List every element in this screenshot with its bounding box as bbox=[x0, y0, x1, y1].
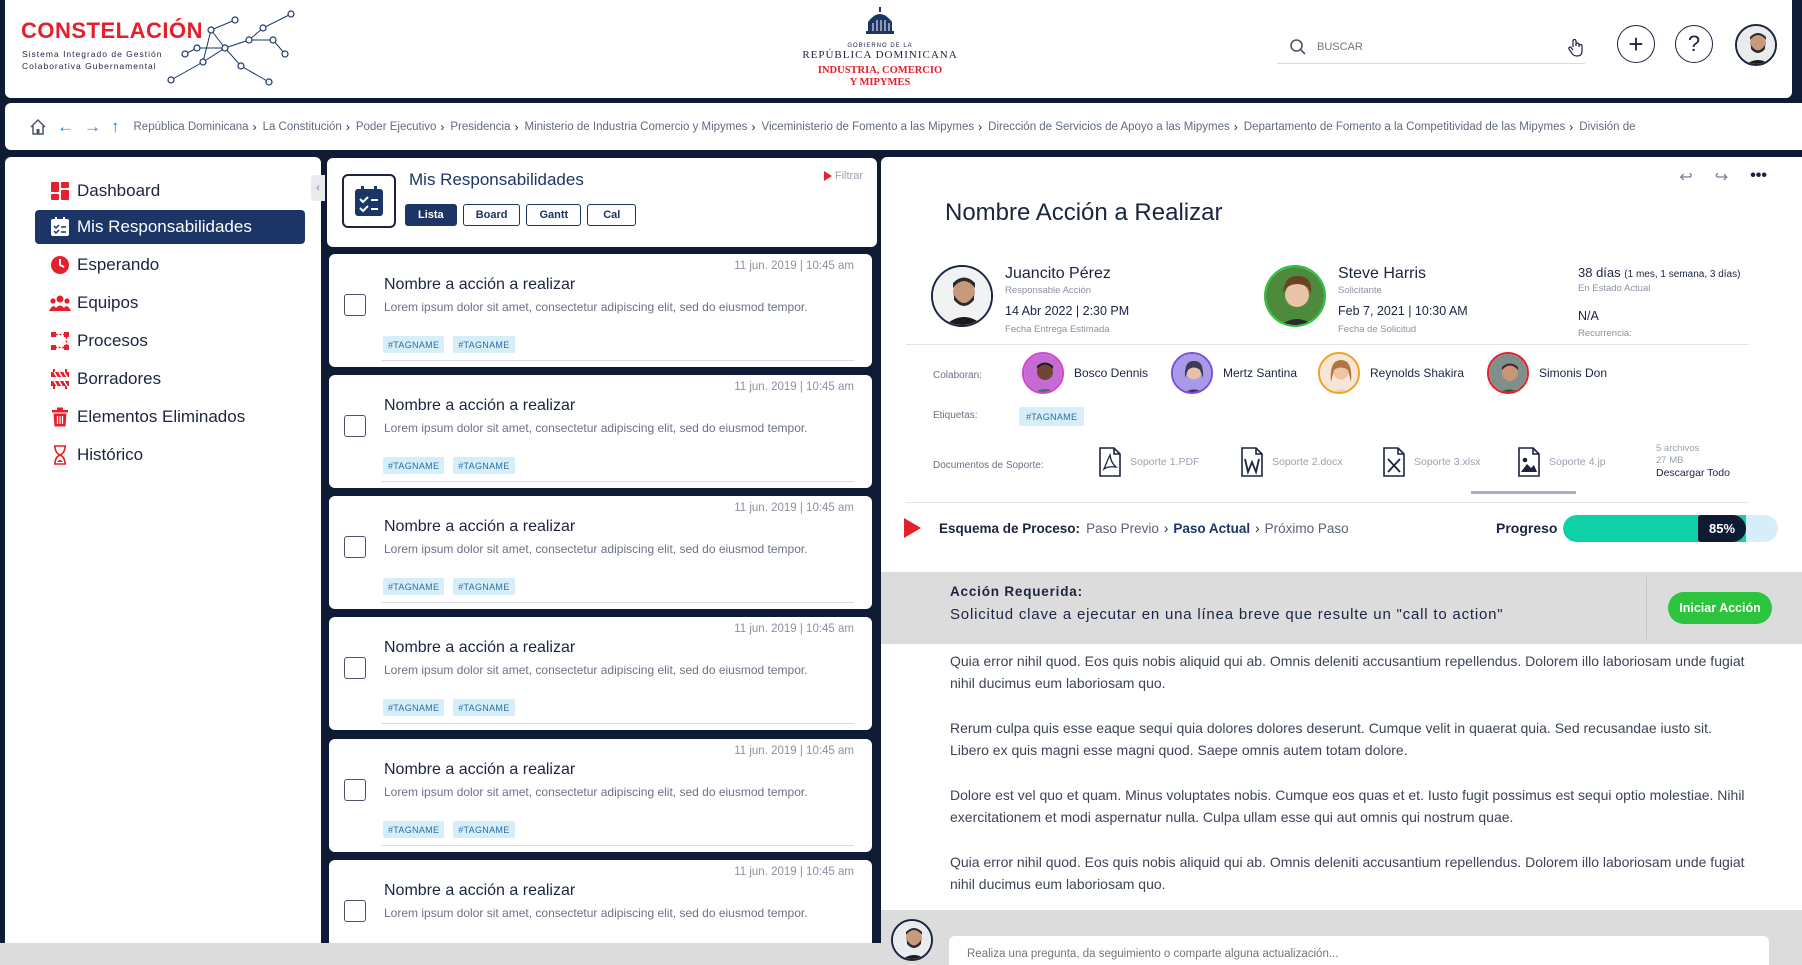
person-photo-icon bbox=[1489, 354, 1529, 394]
tag-chip[interactable]: #TAGNAME bbox=[383, 336, 444, 353]
detail-panel bbox=[881, 157, 1802, 965]
breadcrumb-item[interactable]: Dirección de Servicios de Apoyo a las Mipymes › bbox=[988, 119, 1238, 134]
divider bbox=[381, 481, 854, 482]
person-photo-icon bbox=[933, 267, 993, 327]
detail-actions bbox=[1679, 167, 1767, 187]
tag-chip[interactable]: #TAGNAME bbox=[383, 457, 444, 474]
team-icon bbox=[49, 292, 71, 314]
document-item[interactable]: Soporte 3.xlsx bbox=[1382, 447, 1481, 477]
search-icon bbox=[1289, 38, 1307, 56]
collaborator[interactable]: Mertz Santina bbox=[1171, 352, 1297, 394]
person-photo-icon bbox=[1320, 354, 1360, 394]
task-checkbox[interactable] bbox=[344, 294, 366, 316]
filter-triangle-icon bbox=[824, 171, 832, 181]
government-seal-icon bbox=[860, 6, 900, 36]
task-title: Nombre a acción a realizar bbox=[384, 276, 576, 293]
recurrence-value: N/A bbox=[1578, 309, 1599, 323]
tab-board[interactable]: Board bbox=[463, 204, 521, 226]
task-description: Lorem ipsum dolor sit amet, consectetur adipiscing elit, sed do eiusmod tempor. bbox=[384, 300, 808, 314]
days-detail: (1 mes, 1 semana, 3 días) bbox=[1624, 269, 1741, 280]
app-logo[interactable] bbox=[21, 6, 301, 92]
breadcrumb-item[interactable]: República Dominicana › bbox=[133, 119, 257, 134]
list-title: Mis Responsabilidades bbox=[409, 170, 584, 189]
list-item[interactable] bbox=[329, 375, 872, 488]
breadcrumb-item[interactable]: La Constitución › bbox=[262, 119, 350, 134]
task-title: Nombre a acción a realizar bbox=[384, 639, 576, 656]
documents-size: 27 MB bbox=[1656, 455, 1684, 466]
required-action-text: Solicitud clave a ejecutar en una línea breve que resulte un "call to action" bbox=[950, 606, 1504, 623]
requester-date-label: Fecha de Solicitud bbox=[1338, 324, 1417, 335]
divider bbox=[906, 344, 1749, 345]
task-title: Nombre a acción a realizar bbox=[384, 518, 576, 535]
task-timestamp: 11 jun. 2019 | 10:45 am bbox=[734, 381, 854, 393]
up-arrow-icon[interactable]: ↑ bbox=[111, 117, 120, 136]
checklist-icon bbox=[49, 216, 71, 238]
process-step-current[interactable]: Paso Actual bbox=[1173, 520, 1251, 536]
required-action-label: Acción Requerida: bbox=[950, 584, 1083, 599]
divider bbox=[381, 602, 854, 603]
reply-icon[interactable]: ↩ bbox=[1679, 169, 1693, 186]
sidebar-item-historico[interactable] bbox=[35, 438, 305, 472]
list-item[interactable] bbox=[329, 739, 872, 852]
progress-value: 85% bbox=[1698, 515, 1746, 542]
state-info bbox=[1578, 265, 1740, 339]
excel-file-icon bbox=[1382, 447, 1406, 477]
collaborator-avatar bbox=[1022, 352, 1064, 394]
divider bbox=[381, 845, 854, 846]
top-header bbox=[5, 0, 1792, 98]
progress-bar bbox=[1563, 515, 1778, 542]
sidebar-collapse-button[interactable]: ‹ bbox=[311, 175, 325, 201]
user-photo-icon bbox=[1737, 26, 1777, 66]
task-checkbox[interactable] bbox=[344, 779, 366, 801]
trash-icon bbox=[49, 406, 71, 428]
app-subtitle: Sistema Integrado de Gestión Colaborativa Gubernamental bbox=[22, 49, 163, 71]
sidebar-item-elementos-eliminados[interactable] bbox=[35, 400, 305, 434]
process-label: Esquema de Proceso: bbox=[939, 520, 1081, 536]
app-title: CONSTELACIÓN bbox=[21, 18, 203, 43]
documents-scrollbar[interactable] bbox=[1471, 491, 1576, 494]
forward-arrow-icon[interactable]: → bbox=[84, 117, 101, 136]
divider bbox=[381, 723, 854, 724]
task-timestamp: 11 jun. 2019 | 10:45 am bbox=[734, 866, 854, 878]
days-in-state: 38 días bbox=[1578, 265, 1621, 280]
requester-name: Steve Harris bbox=[1338, 265, 1427, 282]
sidebar-item-label: Mis Responsabilidades bbox=[77, 217, 252, 236]
document-item[interactable]: Soporte 4.jp bbox=[1517, 447, 1606, 477]
documents-count: 5 archivos bbox=[1656, 443, 1700, 454]
tab-cal[interactable]: Cal bbox=[587, 204, 636, 226]
task-checkbox[interactable] bbox=[344, 536, 366, 558]
list-footer-strip bbox=[0, 943, 881, 965]
divider bbox=[906, 502, 1749, 503]
body-paragraph: Quia error nihil quod. Eos quis nobis aliquid qui ab. Omnis deleniti accusantium repellendus. Dolorem illo laboriosam unde fugiat nihil ducimus eum laboriosam quo. bbox=[950, 653, 1745, 691]
share-icon[interactable]: ↪ bbox=[1714, 169, 1729, 186]
list-item[interactable] bbox=[329, 617, 872, 730]
sidebar-item-esperando[interactable] bbox=[35, 248, 305, 282]
user-photo-icon bbox=[893, 921, 933, 961]
sidebar bbox=[5, 157, 321, 965]
breadcrumb bbox=[5, 103, 1802, 150]
task-checkbox[interactable] bbox=[344, 900, 366, 922]
detail-title: Nombre Acción a Realizar bbox=[945, 199, 1223, 226]
collaborator[interactable]: Reynolds Shakira bbox=[1318, 352, 1464, 394]
pdf-file-icon bbox=[1098, 447, 1122, 477]
divider bbox=[381, 360, 854, 361]
list-item[interactable] bbox=[329, 496, 872, 609]
sidebar-item-label: Borradores bbox=[77, 369, 162, 388]
task-timestamp: 11 jun. 2019 | 10:45 am bbox=[734, 260, 854, 272]
process-step-next[interactable]: Próximo Paso bbox=[1264, 520, 1349, 536]
tags-label: Etiquetas: bbox=[933, 410, 978, 421]
drafts-icon bbox=[49, 368, 71, 390]
tag-chip[interactable]: #TAGNAME bbox=[453, 821, 514, 838]
sidebar-item-equipos[interactable] bbox=[35, 286, 305, 320]
play-icon[interactable] bbox=[904, 518, 921, 538]
hand-cursor-icon bbox=[1567, 38, 1585, 58]
user-avatar[interactable] bbox=[1735, 24, 1777, 66]
sidebar-item-mis-responsabilidades[interactable] bbox=[35, 210, 305, 244]
task-description: Lorem ipsum dolor sit amet, consectetur adipiscing elit, sed do eiusmod tempor. bbox=[384, 663, 808, 677]
responsibilities-icon bbox=[342, 174, 396, 228]
document-item[interactable]: Soporte 1.PDF bbox=[1098, 447, 1199, 477]
tag-chip[interactable]: #TAGNAME bbox=[1019, 407, 1084, 426]
tag-chip[interactable]: #TAGNAME bbox=[383, 821, 444, 838]
person-photo-icon bbox=[1266, 267, 1326, 327]
documents-summary bbox=[1656, 443, 1730, 479]
sidebar-item-label: Dashboard bbox=[77, 181, 161, 200]
task-checkbox[interactable] bbox=[344, 657, 366, 679]
responsible-role: Responsable Acción bbox=[1005, 285, 1092, 296]
breadcrumb-item[interactable]: Poder Ejecutivo › bbox=[355, 119, 445, 134]
person-photo-icon bbox=[1024, 354, 1064, 394]
task-timestamp: 11 jun. 2019 | 10:45 am bbox=[734, 623, 854, 635]
requester-date: Feb 7, 2021 | 10:30 AM bbox=[1338, 304, 1468, 318]
breadcrumb-item[interactable]: Departamento de Fomento a la Competitividad de las Mipymes › bbox=[1243, 119, 1574, 134]
download-all-link[interactable]: Descargar Todo bbox=[1656, 467, 1730, 479]
comment-input[interactable] bbox=[949, 936, 1769, 965]
chevron-right-icon: › bbox=[1255, 520, 1260, 536]
start-action-button[interactable]: Iniciar Acción bbox=[1668, 592, 1772, 624]
tab-gantt[interactable]: Gantt bbox=[526, 204, 581, 226]
help-button[interactable]: ? bbox=[1675, 25, 1713, 63]
comment-bar bbox=[881, 910, 1802, 965]
responsible-date: 14 Abr 2022 | 2:30 PM bbox=[1005, 304, 1130, 318]
sidebar-item-label: Procesos bbox=[77, 331, 148, 350]
list-item[interactable] bbox=[329, 860, 872, 943]
view-tabs bbox=[405, 204, 636, 226]
breadcrumb-item[interactable]: Ministerio de Industria Comercio y Mipymes › bbox=[524, 119, 756, 134]
requester-role: Solicitante bbox=[1338, 285, 1382, 296]
tag-chip[interactable]: #TAGNAME bbox=[453, 336, 514, 353]
more-options-icon[interactable]: ••• bbox=[1750, 167, 1767, 184]
dashboard-icon bbox=[49, 180, 71, 202]
required-action bbox=[881, 572, 1802, 644]
breadcrumb-item[interactable]: División de bbox=[1579, 120, 1636, 133]
documents-label: Documentos de Soporte: bbox=[933, 460, 1044, 471]
breadcrumb-list bbox=[134, 120, 1636, 134]
tag-chip[interactable]: #TAGNAME bbox=[453, 699, 514, 716]
task-timestamp: 11 jun. 2019 | 10:45 am bbox=[734, 502, 854, 514]
collaborator[interactable]: Bosco Dennis bbox=[1022, 352, 1148, 394]
responsible-date-label: Fecha Entrega Estimada bbox=[1005, 324, 1110, 335]
body-paragraph: Dolore est vel quo et quam. Minus voluptates nobis. Cumque eos quas et et. Iusto fugit possimus est sequi optio molestiae. Nihil exercitationem et modi aspernatur nulla. Culpa ullam esse qui aut omnis qui nostrum quae. bbox=[950, 787, 1745, 825]
process-icon bbox=[49, 330, 71, 352]
home-icon[interactable] bbox=[29, 118, 47, 136]
sidebar-item-dashboard[interactable] bbox=[35, 174, 305, 208]
person-photo-icon bbox=[1173, 354, 1213, 394]
collaborators-label: Colaboran: bbox=[933, 370, 982, 381]
search-input[interactable] bbox=[1317, 41, 1547, 53]
sidebar-item-procesos[interactable] bbox=[35, 324, 305, 358]
task-description: Lorem ipsum dolor sit amet, consectetur adipiscing elit, sed do eiusmod tempor. bbox=[384, 906, 808, 920]
tag-chip[interactable]: #TAGNAME bbox=[383, 699, 444, 716]
task-title: Nombre a acción a realizar bbox=[384, 761, 576, 778]
responsible-avatar[interactable] bbox=[931, 265, 993, 327]
process-scheme bbox=[904, 518, 1349, 538]
comment-avatar bbox=[891, 919, 933, 961]
body-paragraph: Quia error nihil quod. Eos quis nobis aliquid qui ab. Omnis deleniti accusantium repellendus. Dolorem illo laboriosam unde fugiat nihil ducimus eum laboriosam quo. bbox=[950, 854, 1745, 892]
list-item[interactable] bbox=[329, 254, 872, 367]
task-title: Nombre a acción a realizar bbox=[384, 397, 576, 414]
breadcrumb-item[interactable]: Viceministerio de Fomento a las Mipymes › bbox=[761, 119, 983, 134]
responsible-name: Juancito Pérez bbox=[1005, 265, 1111, 282]
recurrence-label: Recurrencia: bbox=[1578, 328, 1632, 339]
sidebar-item-label: Elementos Eliminados bbox=[77, 407, 246, 426]
search-bar bbox=[1277, 30, 1585, 64]
tag-chip[interactable]: #TAGNAME bbox=[383, 578, 444, 595]
back-arrow-icon[interactable]: ← bbox=[57, 117, 74, 136]
sidebar-item-label: Esperando bbox=[77, 255, 160, 274]
divider bbox=[1646, 577, 1647, 639]
task-timestamp: 11 jun. 2019 | 10:45 am bbox=[734, 745, 854, 757]
collaborator-avatar bbox=[1171, 352, 1213, 394]
chevron-right-icon: › bbox=[1163, 520, 1169, 536]
progress-label: Progreso bbox=[1496, 520, 1558, 536]
list-header bbox=[327, 158, 877, 247]
document-item[interactable]: Soporte 2.docx bbox=[1240, 447, 1343, 477]
sidebar-item-label: Equipos bbox=[77, 293, 139, 312]
requester-avatar[interactable] bbox=[1264, 265, 1326, 327]
task-title: Nombre a acción a realizar bbox=[384, 882, 576, 899]
hourglass-icon bbox=[49, 444, 71, 466]
task-description: Lorem ipsum dolor sit amet, consectetur adipiscing elit, sed do eiusmod tempor. bbox=[384, 421, 808, 435]
constellation-icon bbox=[151, 6, 311, 92]
tag-chip[interactable]: #TAGNAME bbox=[453, 578, 514, 595]
task-checkbox[interactable] bbox=[344, 415, 366, 437]
breadcrumb-item[interactable]: Presidencia › bbox=[450, 119, 519, 134]
detail-body bbox=[950, 650, 1750, 918]
collaborator-avatar bbox=[1487, 352, 1529, 394]
word-file-icon bbox=[1240, 447, 1264, 477]
collaborator[interactable]: Simonis Don bbox=[1487, 352, 1607, 394]
tab-lista[interactable]: Lista bbox=[405, 204, 457, 226]
process-step-previous[interactable]: Paso Previo bbox=[1086, 520, 1159, 536]
filter-button[interactable]: Filtrar bbox=[824, 170, 863, 182]
add-button[interactable]: + bbox=[1617, 25, 1655, 63]
days-label: En Estado Actual bbox=[1578, 283, 1651, 294]
clock-icon bbox=[49, 254, 71, 276]
sidebar-item-label: Histórico bbox=[77, 445, 144, 464]
image-file-icon bbox=[1517, 447, 1541, 477]
government-logo: GOBIERNO DE LA REPÚBLICA DOMINICANA INDUSTRIA, COMERCIO Y MIPYMES bbox=[795, 6, 965, 90]
tag-chip[interactable]: #TAGNAME bbox=[453, 457, 514, 474]
task-description: Lorem ipsum dolor sit amet, consectetur adipiscing elit, sed do eiusmod tempor. bbox=[384, 542, 808, 556]
sidebar-item-borradores[interactable] bbox=[35, 362, 305, 396]
collaborator-avatar bbox=[1318, 352, 1360, 394]
body-paragraph: Rerum culpa quis esse eaque sequi quia dolores dolores deserunt. Cumque velit in quaerat quia. Sed recusandae iusto sit. Libero ex quis magni esse magni quod. Saepe omnis autem totam dolore. bbox=[950, 720, 1712, 758]
task-description: Lorem ipsum dolor sit amet, consectetur adipiscing elit, sed do eiusmod tempor. bbox=[384, 785, 808, 799]
